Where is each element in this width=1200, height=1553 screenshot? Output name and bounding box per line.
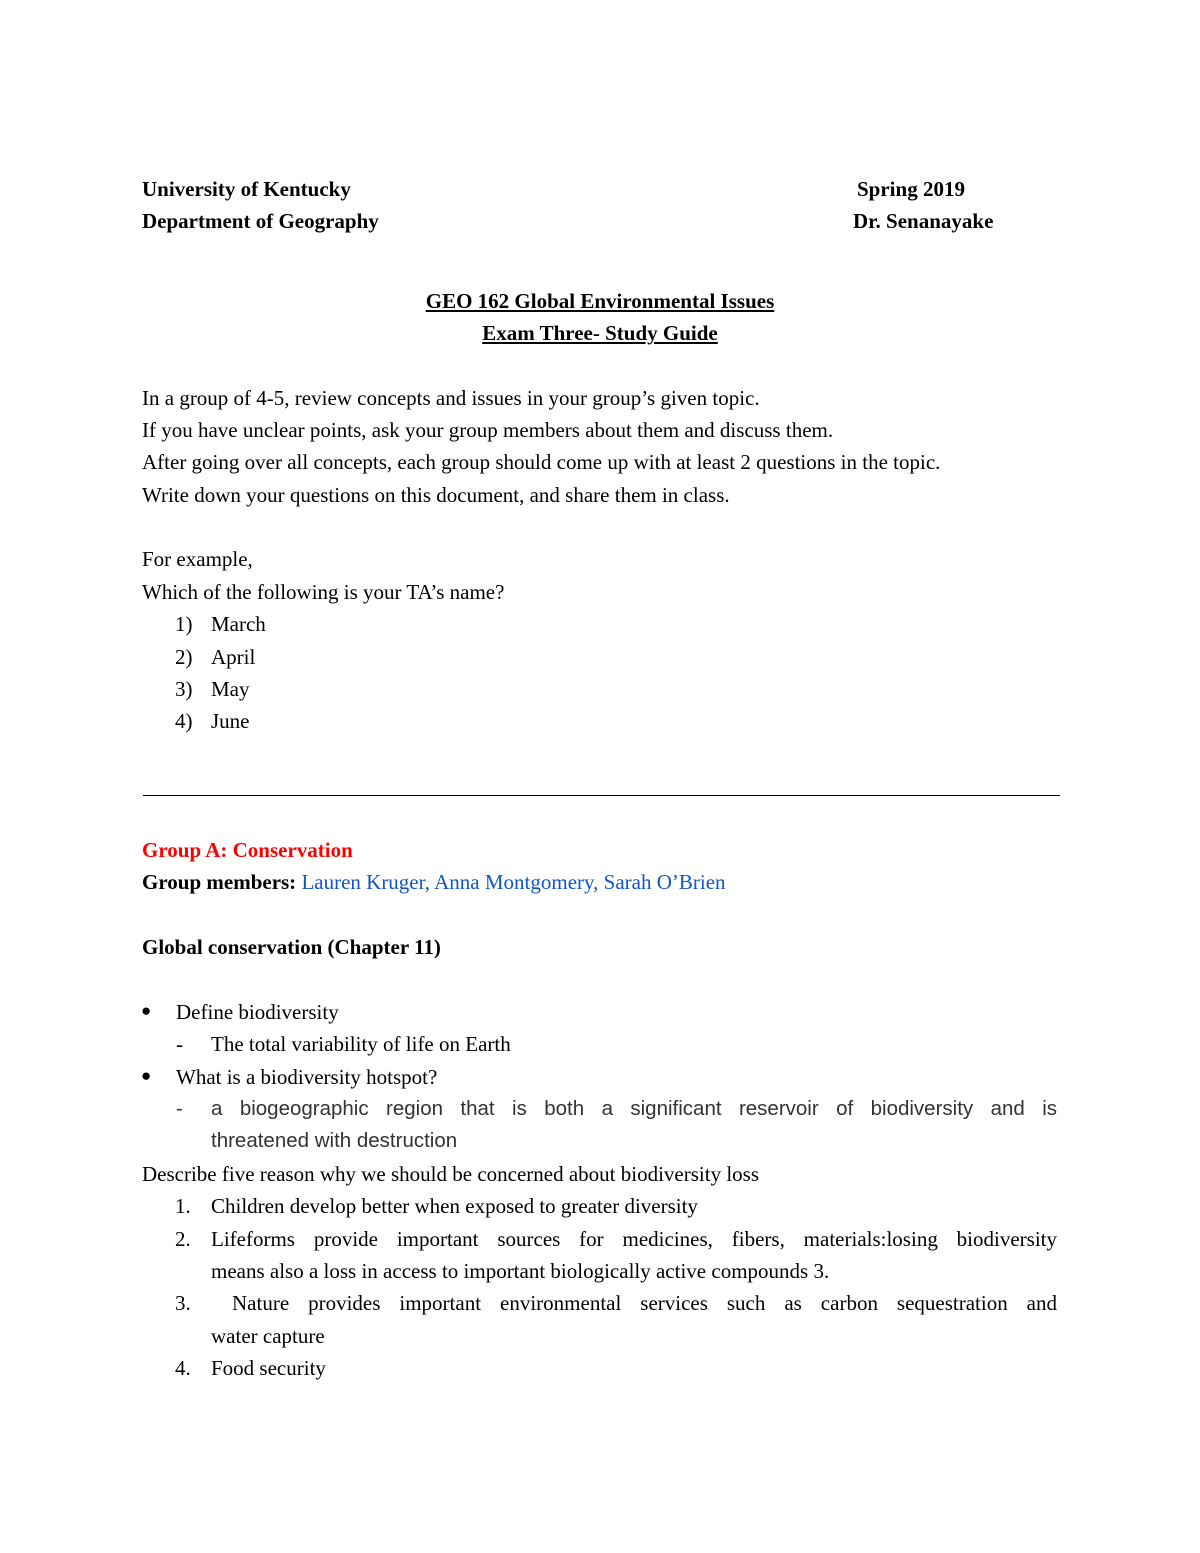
group-title: Group A: Conservation xyxy=(142,838,353,862)
reason-number: 3. xyxy=(175,1291,191,1315)
reason-text: Children develop better when exposed to greater diversity xyxy=(211,1194,698,1218)
option-number: 3) xyxy=(175,677,193,701)
bullet-text: What is a biodiversity hotspot? xyxy=(176,1065,438,1089)
dash-marker: - xyxy=(176,1032,183,1056)
option-number: 4) xyxy=(175,709,193,733)
term: Spring 2019 xyxy=(857,177,965,201)
option-text: April xyxy=(211,645,256,669)
department-name: Department of Geography xyxy=(142,209,379,233)
reasons-prompt: Describe five reason why we should be concerned about biodiversity loss xyxy=(142,1162,759,1186)
option-text: May xyxy=(211,677,250,701)
reason-number: 4. xyxy=(175,1356,191,1380)
instruction-line: Write down your questions on this document, and share them in class. xyxy=(142,483,730,507)
group-members-row xyxy=(142,872,726,893)
dash-marker: - xyxy=(176,1097,183,1120)
example-intro: For example, xyxy=(142,547,253,571)
instruction-line: If you have unclear points, ask your group members about them and discuss them. xyxy=(142,418,834,442)
document-subtitle-wrap xyxy=(0,323,1200,344)
reason-number: 2. xyxy=(175,1227,191,1251)
study-guide-title: Exam Three- Study Guide xyxy=(482,321,718,345)
reason-text: Lifeforms provide important sources for medicines, fibers, materials:losing biodiversity xyxy=(211,1227,1057,1251)
reason-text: Food security xyxy=(211,1356,326,1380)
reason-text: Nature provides important environmental services such as carbon sequestration and xyxy=(232,1291,1057,1315)
bullet-answer: a biogeographic region that is both a significant reservoir of biodiversity and is xyxy=(211,1097,1057,1120)
group-members-label: Group members: xyxy=(142,870,297,894)
document-title-wrap xyxy=(0,291,1200,312)
bullet-icon: ● xyxy=(141,1001,152,1020)
instructor-name: Dr. Senanayake xyxy=(853,209,994,233)
university-name: University of Kentucky xyxy=(142,177,351,201)
group-members-names: Lauren Kruger, Anna Montgomery, Sarah O’Brien xyxy=(301,870,726,894)
bullet-answer: The total variability of life on Earth xyxy=(211,1032,511,1056)
option-text: June xyxy=(211,709,250,733)
bullet-text: Define biodiversity xyxy=(176,1000,339,1024)
example-question: Which of the following is your TA’s name? xyxy=(142,580,505,604)
bullet-answer-continued: threatened with destruction xyxy=(211,1129,458,1152)
reason-number: 1. xyxy=(175,1194,191,1218)
horizontal-divider xyxy=(143,795,1060,796)
reason-text-continued: water capture xyxy=(211,1324,325,1348)
reason-text-continued: means also a loss in access to important biologically active compounds 3. xyxy=(211,1259,830,1283)
bullet-icon: ● xyxy=(141,1066,152,1085)
section-heading: Global conservation (Chapter 11) xyxy=(142,935,441,959)
option-text: March xyxy=(211,612,266,636)
instruction-line: After going over all concepts, each group should come up with at least 2 questions in the topic. xyxy=(142,450,941,474)
option-number: 1) xyxy=(175,612,193,636)
instruction-line: In a group of 4-5, review concepts and issues in your group’s given topic. xyxy=(142,386,760,410)
option-number: 2) xyxy=(175,645,193,669)
course-title: GEO 162 Global Environmental Issues xyxy=(425,289,775,313)
